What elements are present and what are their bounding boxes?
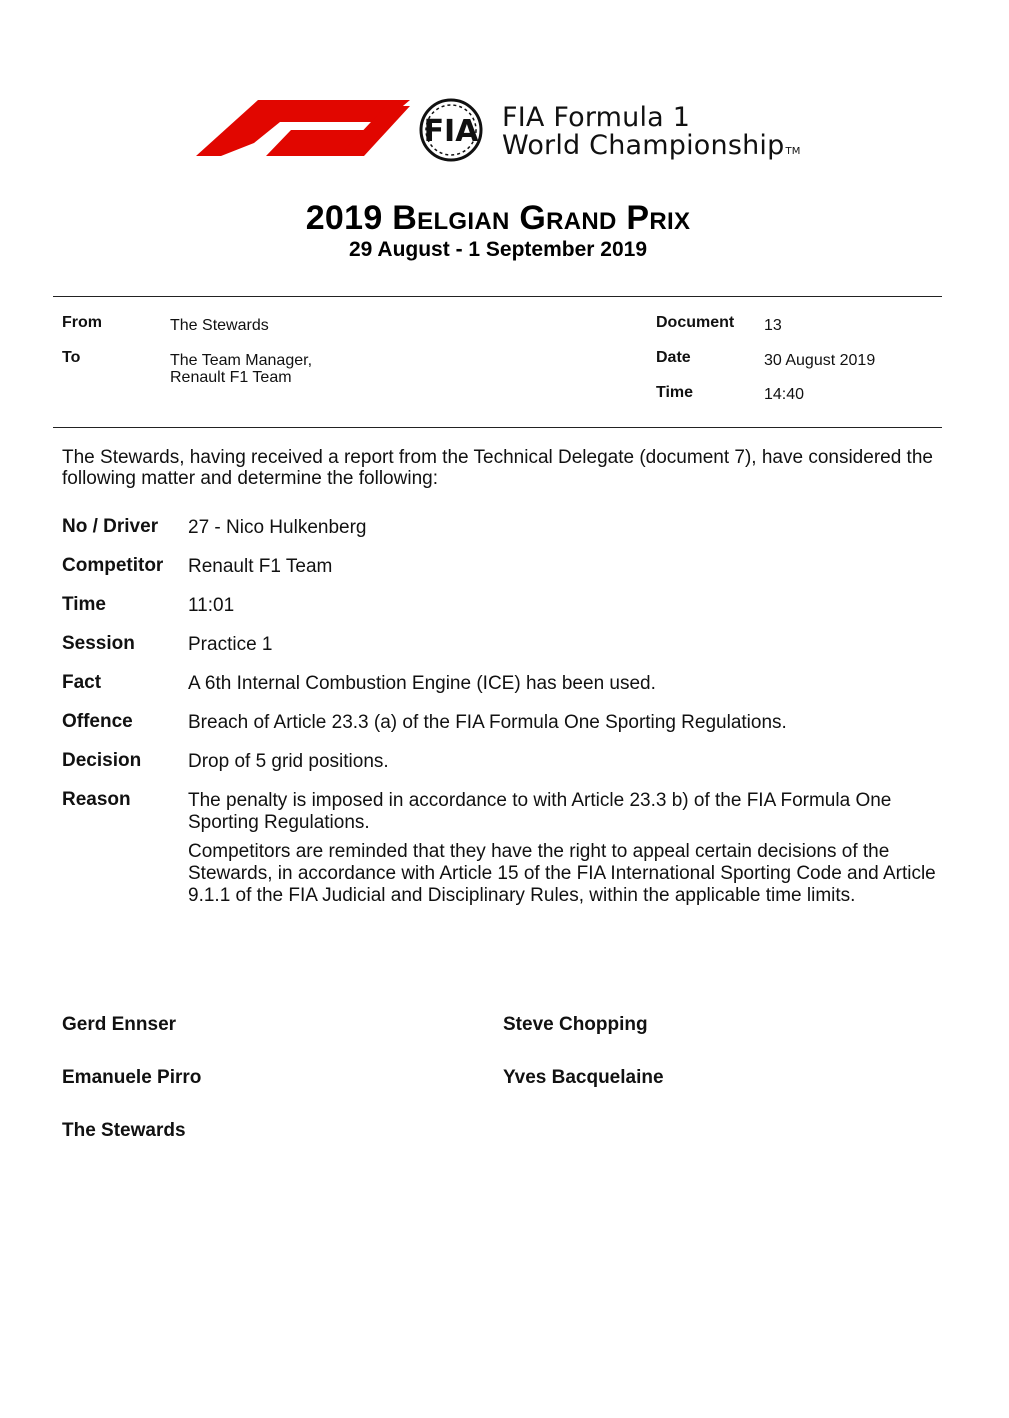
- reason-paragraph-1: The penalty is imposed in accordance to with Article 23.3 b) of the FIA Formula One Sporting Regulations.: [188, 790, 892, 833]
- reason-paragraph-2: Competitors are reminded that they have the right to appeal certain decisions of the Stewards, in accordance with Article 15 of the FIA International Sporting Code and Article 9.1.1 of the FIA Judicial and Disciplinary Rules, within the applicable time limits.: [188, 841, 936, 906]
- driver-label: No / Driver: [62, 516, 159, 537]
- date-value: 30 August 2019: [764, 352, 876, 369]
- stewards-closing: The Stewards: [62, 1120, 186, 1141]
- document-value: 13: [764, 317, 782, 334]
- date-label: Date: [656, 349, 691, 366]
- incident-time-label: Time: [62, 594, 107, 615]
- logo-line-1: FIA Formula 1: [502, 102, 691, 133]
- from-label: From: [62, 314, 102, 331]
- incident-time-value: 11:01: [188, 595, 235, 616]
- logo-wordmark: [502, 104, 801, 166]
- steward-signature-1: Gerd Ennser: [62, 1014, 177, 1035]
- logo-line-2: [502, 132, 801, 166]
- f1-logo-icon: [196, 100, 410, 160]
- session-label: Session: [62, 633, 135, 654]
- logo-line-2-text: World Championship: [502, 130, 785, 161]
- steward-signature-4: Yves Bacquelaine: [503, 1067, 664, 1088]
- intro-paragraph: The Stewards, having received a report from the Technical Delegate (document 7), have considered the following matter and determine the following:: [62, 447, 933, 489]
- time-value: 14:40: [764, 386, 805, 403]
- to-value-line-1: The Team Manager,: [170, 352, 313, 369]
- offence-value: Breach of Article 23.3 (a) of the FIA Formula One Sporting Regulations.: [188, 712, 787, 733]
- decision-value: Drop of 5 grid positions.: [188, 751, 389, 772]
- event-dates: 29 August - 1 September 2019: [349, 238, 647, 261]
- reason-label: Reason: [62, 789, 131, 810]
- time-label: Time: [656, 384, 694, 401]
- trademark-mark: TM: [785, 146, 801, 157]
- competitor-value: Renault F1 Team: [188, 556, 333, 577]
- driver-value: 27 - Nico Hulkenberg: [188, 517, 367, 538]
- event-title: 2019 Belgian Grand Prix: [305, 199, 691, 237]
- steward-signature-3: Emanuele Pirro: [62, 1067, 202, 1088]
- fact-value: A 6th Internal Combustion Engine (ICE) has been used.: [188, 673, 656, 694]
- fia-seal-text: FIA: [423, 114, 479, 149]
- header-logo: [196, 96, 826, 166]
- fact-label: Fact: [62, 672, 102, 693]
- competitor-label: Competitor: [62, 555, 164, 576]
- document-label: Document: [656, 314, 735, 331]
- steward-signature-2: Steve Chopping: [503, 1014, 648, 1035]
- decision-label: Decision: [62, 750, 142, 771]
- header-divider-bottom: [53, 427, 942, 428]
- to-value-line-2: Renault F1 Team: [170, 369, 292, 386]
- from-value: The Stewards: [170, 317, 269, 334]
- fia-seal-icon: [406, 98, 496, 162]
- offence-label: Offence: [62, 711, 133, 732]
- header-divider-top: [53, 296, 942, 297]
- to-label: To: [62, 349, 81, 366]
- session-value: Practice 1: [188, 634, 273, 655]
